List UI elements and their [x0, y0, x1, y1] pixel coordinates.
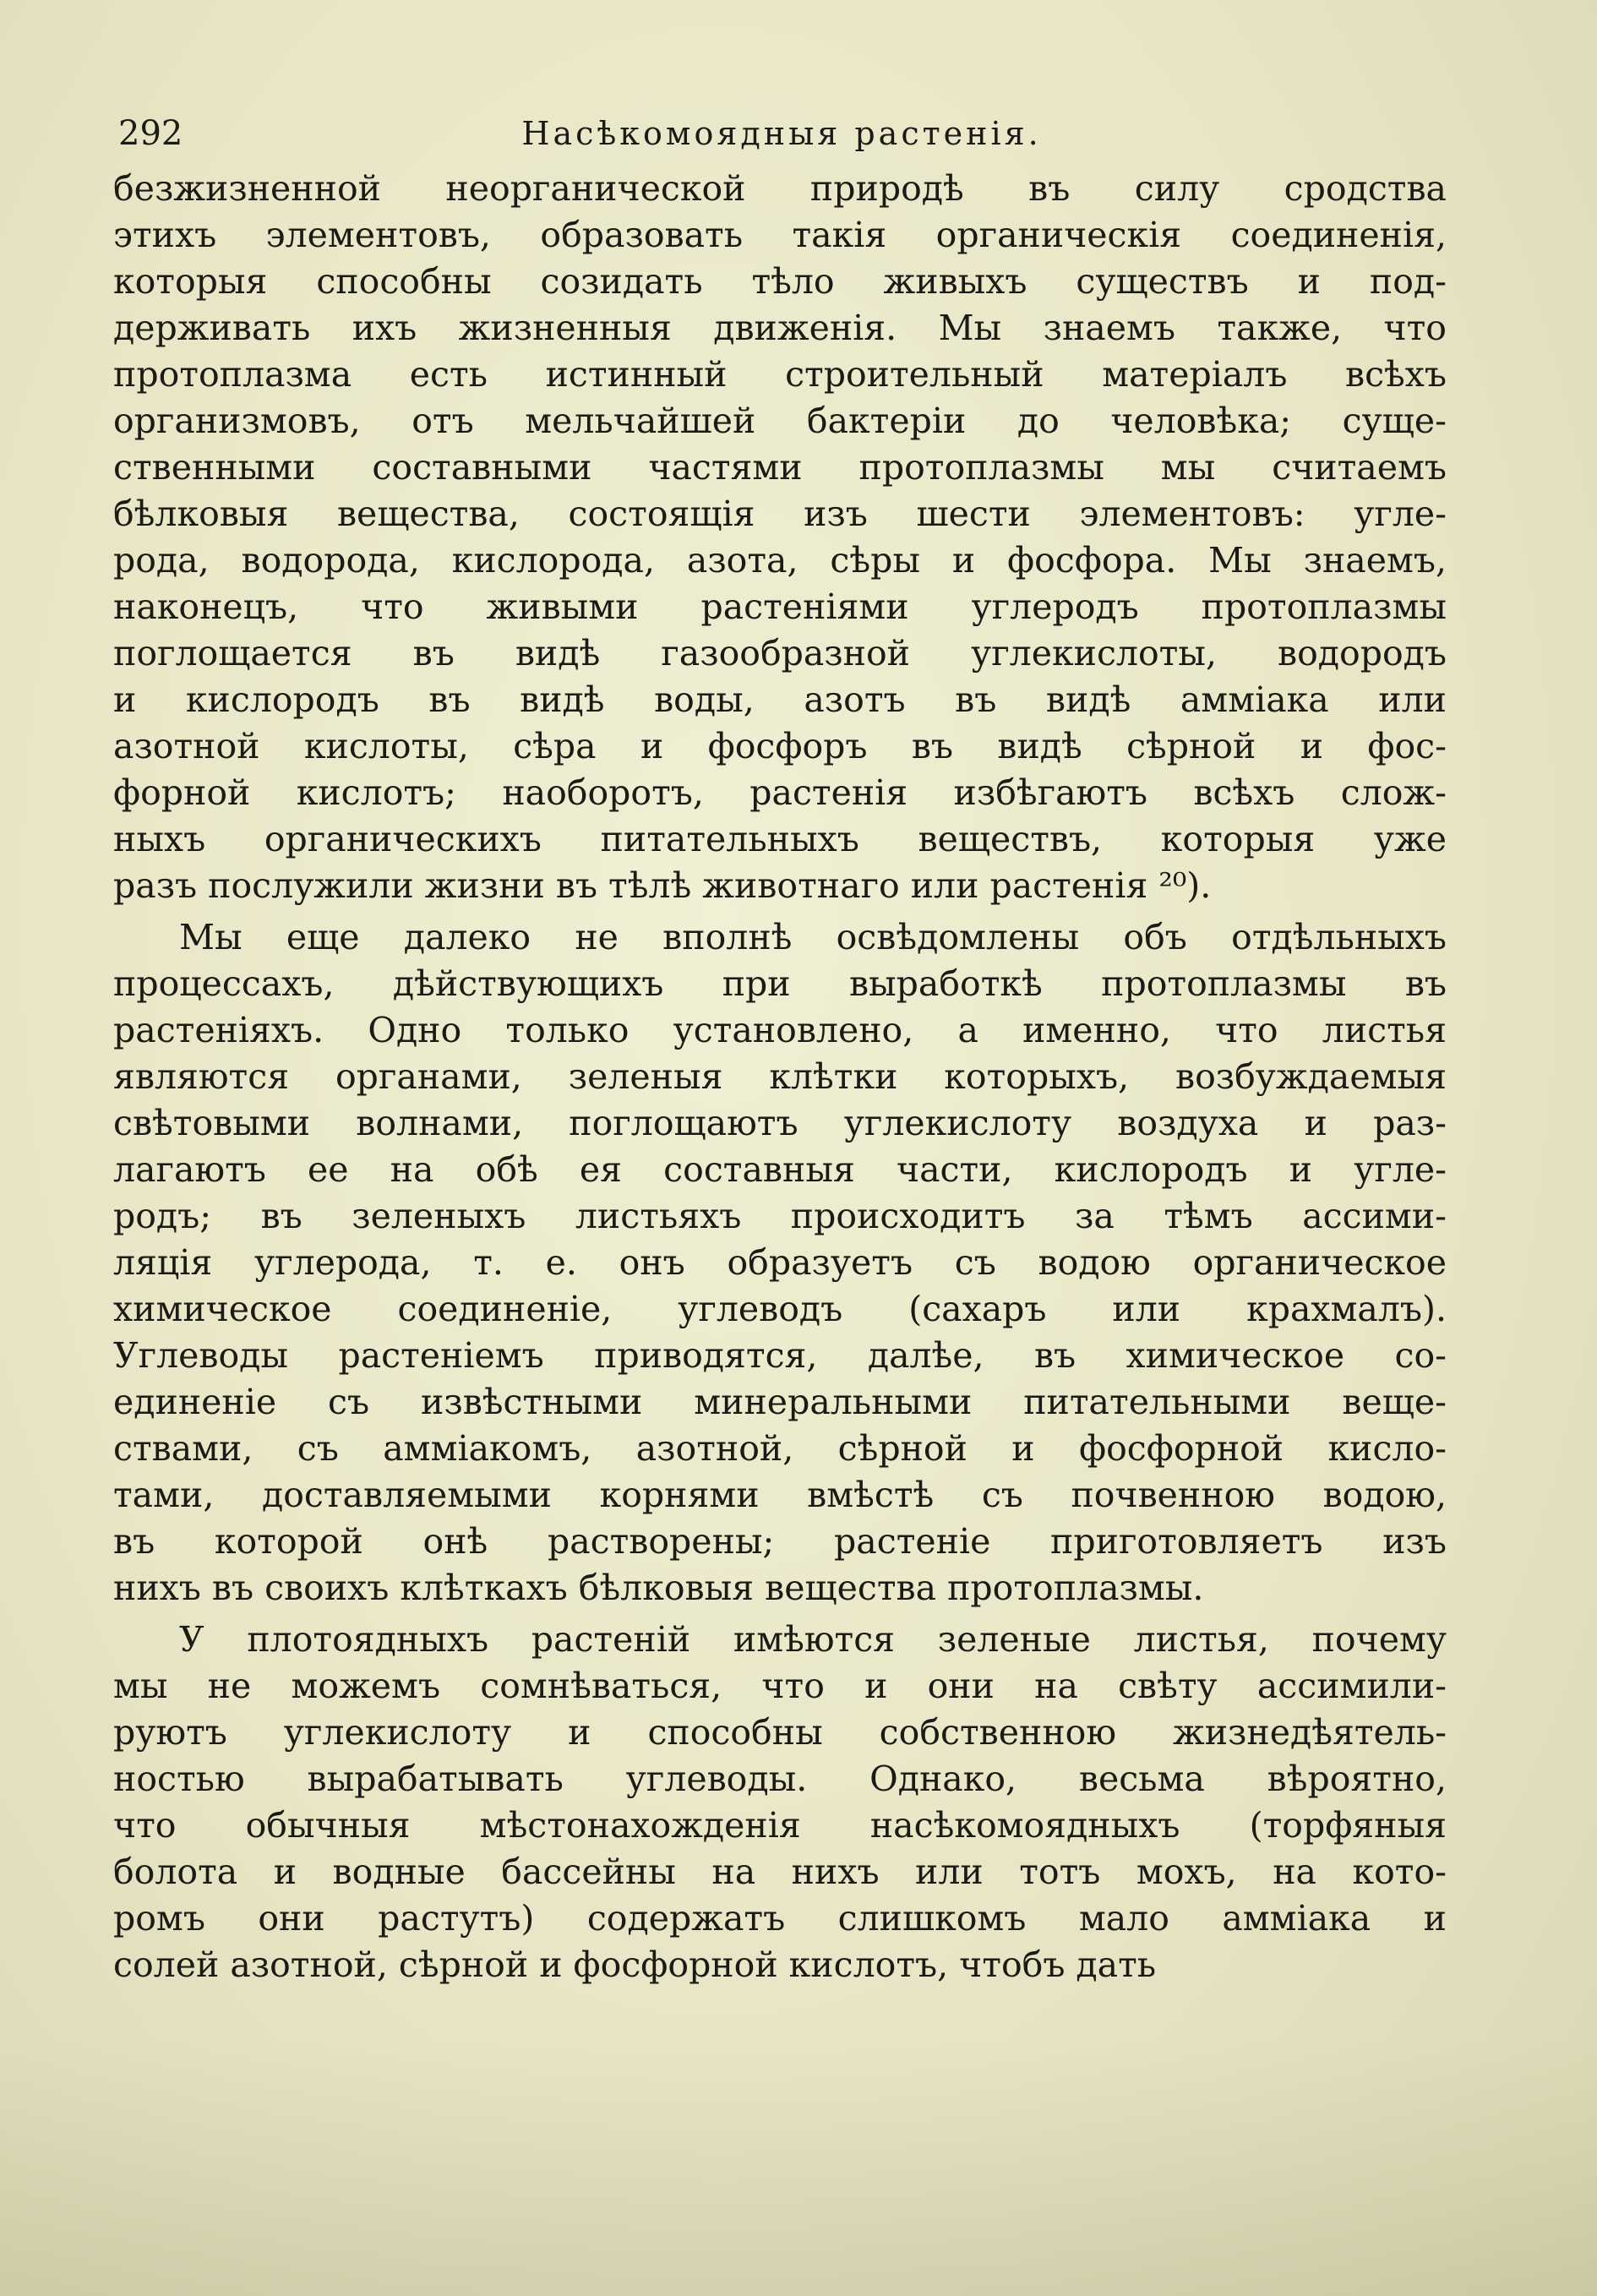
text-line: ляція углерода, т. е. онъ образуетъ съ водою органическое — [113, 1242, 1447, 1283]
text-line: которыя способны созидать тѣло живыхъ существъ и под- — [113, 261, 1447, 302]
text-line: бѣлковыя вещества, состоящія изъ шести элементовъ: угле- — [113, 494, 1447, 534]
text-line: ностью вырабатывать углеводы. Однако, весьма вѣроятно, — [113, 1759, 1447, 1799]
text-line: въ которой онѣ растворены; растеніе приготовляетъ изъ — [113, 1521, 1447, 1562]
page-number: 292 — [118, 114, 183, 153]
paragraph — [113, 914, 1447, 1612]
text-line: протоплазма есть истинный строительный матеріалъ всѣхъ — [113, 354, 1447, 395]
text-body — [113, 166, 1447, 1988]
text-line: растеніяхъ. Одно только установлено, а именно, что листья — [113, 1010, 1447, 1050]
text-line: форной кислотъ; наоборотъ, растенія избѣгаютъ всѣхъ слож- — [113, 772, 1447, 813]
text-line: поглощается въ видѣ газообразной углекислоты, водородъ — [113, 633, 1447, 674]
text-line: лагаютъ ее на обѣ ея составныя части, кислородъ и угле- — [113, 1149, 1447, 1190]
text-line: что обычныя мѣстонахожденія насѣкомоядныхъ (торфяныя — [113, 1805, 1447, 1846]
text-line: азотной кислоты, сѣра и фосфоръ въ видѣ сѣрной и фос- — [113, 726, 1447, 766]
text-line: Мы еще далеко не вполнѣ освѣдомлены объ отдѣльныхъ — [179, 917, 1447, 957]
text-line: мы не можемъ сомнѣваться, что и они на свѣту ассимили- — [113, 1666, 1447, 1706]
text-line: химическое соединеніе, углеводъ (сахаръ или крахмалъ). — [113, 1289, 1447, 1329]
text-line: ныхъ органическихъ питательныхъ веществъ, которыя уже — [113, 819, 1447, 859]
text-line: ромъ они растутъ) содержатъ слишкомъ мало амміака и — [113, 1898, 1447, 1939]
running-title: Насѣкомоядныя растенія. — [521, 115, 1042, 152]
text-line: У плотоядныхъ растеній имѣются зеленые листья, почему — [179, 1619, 1447, 1660]
text-line: держивать ихъ жизненныя движенія. Мы знаемъ также, что — [113, 308, 1447, 348]
text-line: единеніе съ извѣстными минеральными питательными веще- — [113, 1382, 1447, 1422]
text-line: являются органами, зеленыя клѣтки которыхъ, возбуждаемыя — [113, 1056, 1447, 1097]
text-line: разъ послужили жизни въ тѣлѣ животнаго или растенія ²⁰). — [113, 865, 1212, 906]
text-line: наконецъ, что живыми растеніями углеродъ протоплазмы — [113, 586, 1447, 627]
text-line: этихъ элементовъ, образовать такія органическія соединенія, — [113, 215, 1447, 255]
text-line: процессахъ, дѣйствующихъ при выработкѣ протоплазмы въ — [113, 963, 1447, 1004]
paragraph — [113, 1617, 1447, 1988]
page-header — [118, 108, 1445, 159]
paragraph — [113, 166, 1447, 909]
text-line: безжизненной неорганической природѣ въ силу сродства — [113, 168, 1447, 209]
text-line: болота и водные бассейны на нихъ или тотъ мохъ, на кото- — [113, 1852, 1447, 1892]
text-line: нихъ въ своихъ клѣткахъ бѣлковыя вещества протоплазмы. — [113, 1568, 1204, 1608]
text-line: ствами, съ амміакомъ, азотной, сѣрной и фосфорной кисло- — [113, 1428, 1447, 1469]
text-line: свѣтовыми волнами, поглощаютъ углекислоту воздуха и раз- — [113, 1103, 1447, 1143]
text-line: солей азотной, сѣрной и фосфорной кислотъ, чтобъ дать — [113, 1944, 1157, 1985]
text-line: руютъ углекислоту и способны собственною жизнедѣятель- — [113, 1712, 1447, 1753]
text-line: организмовъ, отъ мельчайшей бактеріи до человѣка; суще- — [113, 401, 1447, 441]
text-line: и кислородъ въ видѣ воды, азотъ въ видѣ амміака или — [113, 679, 1447, 720]
text-line: Углеводы растеніемъ приводятся, далѣе, въ химическое со- — [113, 1335, 1447, 1376]
text-line: ственными составными частями протоплазмы мы считаемъ — [113, 447, 1447, 488]
text-line: тами, доставляемыми корнями вмѣстѣ съ почвенною водою, — [113, 1475, 1447, 1515]
text-line: рода, водорода, кислорода, азота, сѣры и фосфора. Мы знаемъ, — [113, 540, 1447, 581]
text-line: родъ; въ зеленыхъ листьяхъ происходитъ за тѣмъ ассими- — [113, 1196, 1447, 1236]
